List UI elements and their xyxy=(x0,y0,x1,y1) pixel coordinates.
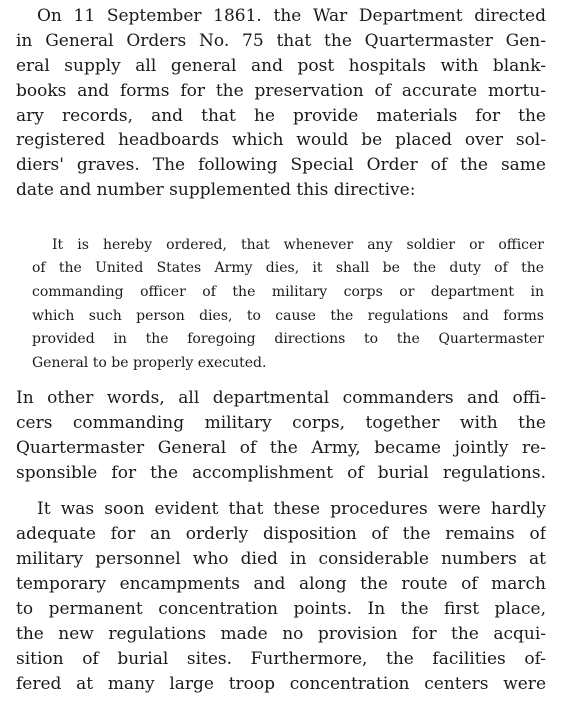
text-line: In other words, all departmental commanders and offi- xyxy=(16,388,546,408)
text-line: in General Orders No. 75 that the Quartermaster Gen- xyxy=(16,31,546,51)
text-line: eral supply all general and post hospitals with blank- xyxy=(16,56,546,76)
text-line: adequate for an orderly disposition of the remains of xyxy=(16,524,546,544)
text-line: Quartermaster General of the Army, became jointly re- xyxy=(16,438,546,458)
quote-line: provided in the foregoing directions to the Quartermaster xyxy=(32,331,544,347)
quote-line: commanding officer of the military corps or department in xyxy=(32,284,544,300)
quote-line: which such person dies, to cause the regulations and forms xyxy=(32,308,544,324)
text-line: sponsible for the accomplishment of burial regulations. xyxy=(16,463,546,483)
quote-line: General to be properly executed. xyxy=(32,355,267,371)
text-line: military personnel who died in considerable numbers at xyxy=(16,549,546,569)
text-line: date and number supplemented this directive: xyxy=(16,180,416,200)
text-line: On 11 September 1861. the War Department directed xyxy=(37,6,546,26)
text-line: It was soon evident that these procedures were hardly xyxy=(37,499,546,519)
text-line: the new regulations made no provision for the acqui- xyxy=(16,624,546,644)
text-line: ary records, and that he provide materials for the xyxy=(16,106,546,126)
quote-line: It is hereby ordered, that whenever any soldier or officer xyxy=(52,237,544,253)
text-line: books and forms for the preservation of accurate mortu- xyxy=(16,81,546,101)
text-line: registered headboards which would be placed over sol- xyxy=(16,130,546,150)
text-line: sition of burial sites. Furthermore, the facilities of- xyxy=(16,649,546,669)
text-line: temporary encampments and along the route of march xyxy=(16,574,546,594)
quote-line: of the United States Army dies, it shall be the duty of the xyxy=(32,260,544,276)
text-line: diers' graves. The following Special Order of the same xyxy=(16,155,546,175)
text-line: to permanent concentration points. In the first place, xyxy=(16,599,546,619)
text-line: cers commanding military corps, together with the xyxy=(16,413,546,433)
text-line: fered at many large troop concentration centers were xyxy=(16,674,546,694)
